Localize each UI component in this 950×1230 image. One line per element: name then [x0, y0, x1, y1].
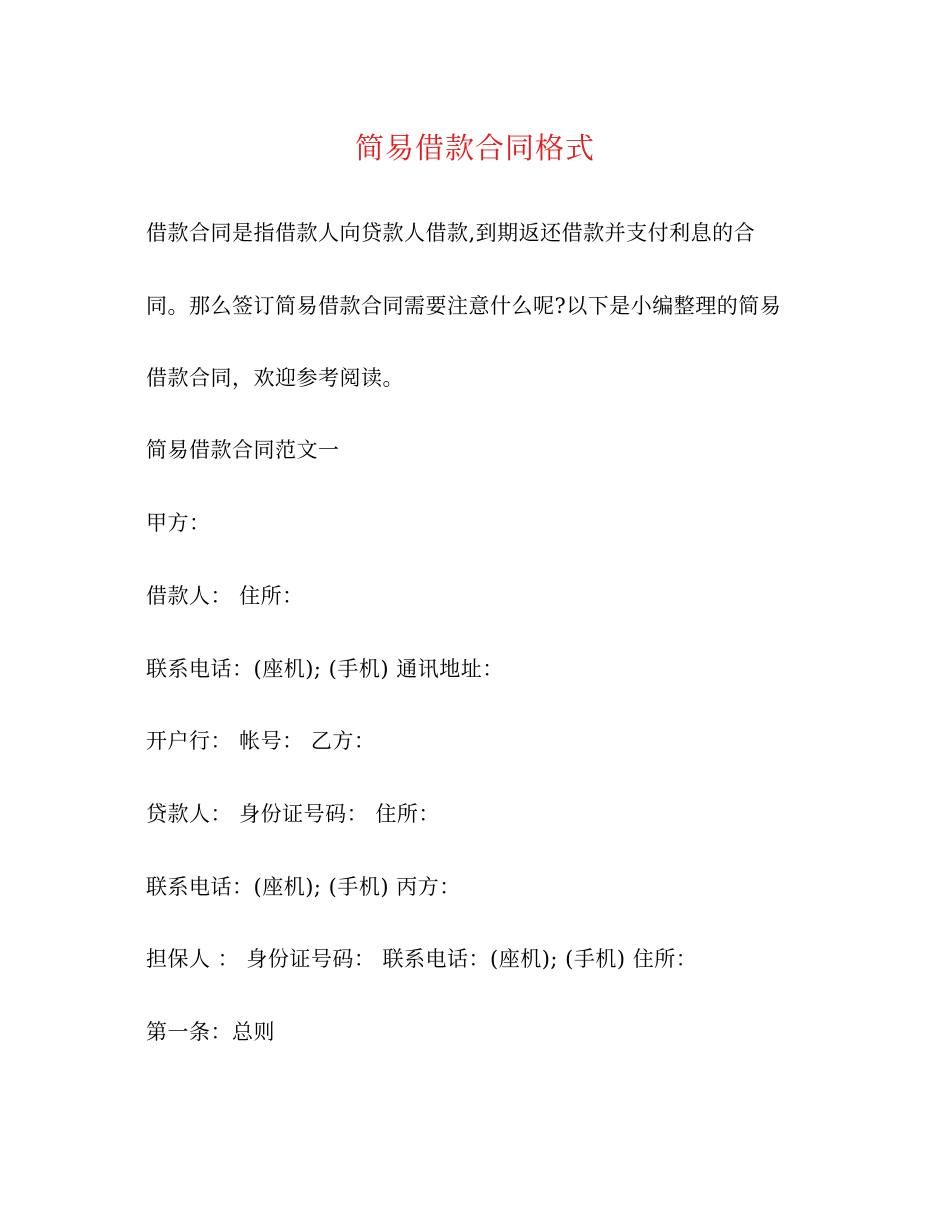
- article-one-heading: 第一条：总则: [146, 1020, 275, 1044]
- guarantor-line: 担保人 ： 身份证号码： 联系电话：(座机); (手机) 住所：: [146, 947, 698, 971]
- intro-line-3: 借款合同，欢迎参考阅读。: [146, 366, 404, 390]
- intro-line-2: 同。那么签订简易借款合同需要注意什么呢?以下是小编整理的简易: [146, 294, 782, 318]
- lender-line: 贷款人： 身份证号码： 住所：: [146, 802, 440, 826]
- document-title: 简易借款合同格式: [354, 131, 595, 165]
- section-heading: 简易借款合同范文一: [146, 438, 340, 462]
- bank-account-line: 开户行： 帐号： 乙方：: [146, 729, 376, 753]
- borrower-line: 借款人： 住所：: [146, 584, 304, 608]
- borrower-contact-line: 联系电话：(座机); (手机) 通讯地址：: [146, 657, 504, 681]
- party-a-line: 甲方：: [146, 511, 211, 535]
- intro-line-1: 借款合同是指借款人向贷款人借款,到期返还借款并支付利息的合: [146, 221, 756, 245]
- lender-contact-line: 联系电话：(座机); (手机) 丙方：: [146, 875, 461, 899]
